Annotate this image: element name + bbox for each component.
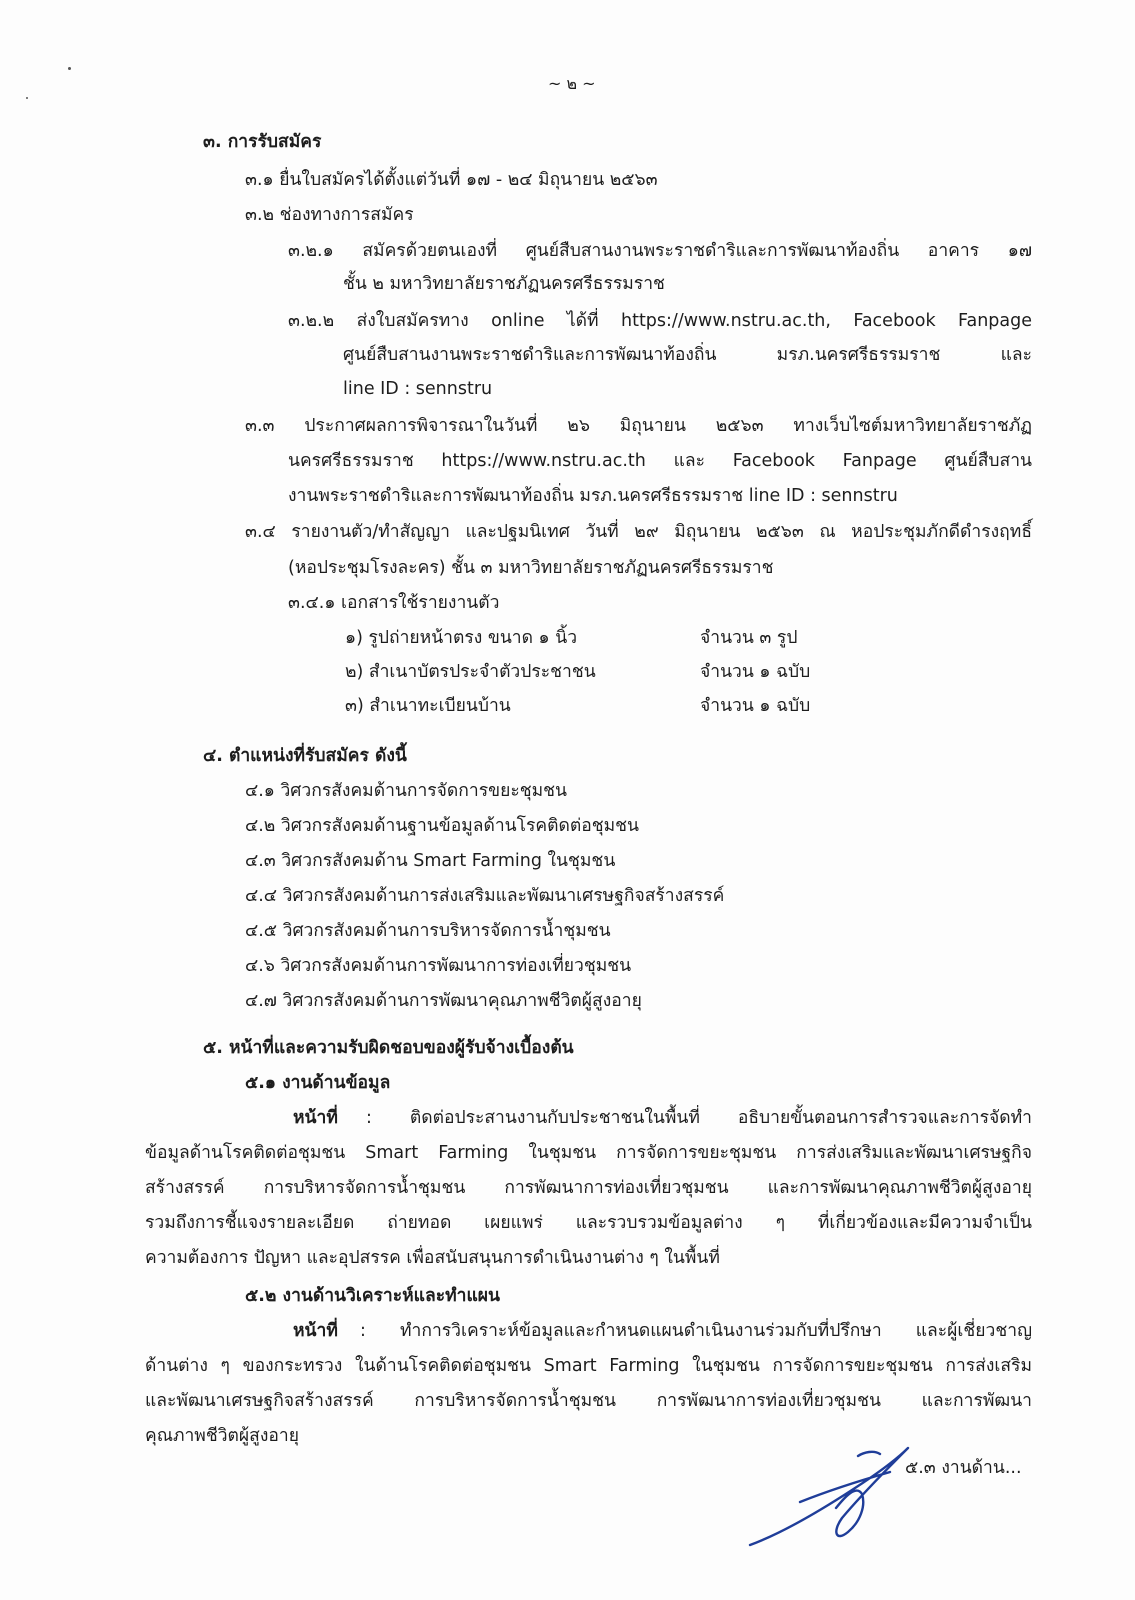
section-3-heading: ๓. การรับสมัคร xyxy=(203,132,322,152)
section-5-2-line-4: คุณภาพชีวิตผู้สูงอายุ xyxy=(145,1426,299,1446)
scan-speck xyxy=(68,67,71,70)
section-4-heading: ๔. ตำแหน่งที่รับสมัคร ดังนี้ xyxy=(203,746,407,766)
section-5-1-label: หน้าที่ xyxy=(293,1108,338,1128)
position-item: ๔.๕ วิศวกรสังคมด้านการบริหารจัดการน้ำชุมชน xyxy=(245,921,611,941)
scan-speck xyxy=(26,97,28,99)
position-item: ๔.๗ วิศวกรสังคมด้านการพัฒนาคุณภาพชีวิตผู้สูงอายุ xyxy=(245,991,642,1011)
doc-item: ๑) รูปถ่ายหน้าตรง ขนาด ๑ นิ้ว xyxy=(345,628,578,648)
item-3-2-2-line-3: line ID : sennstru xyxy=(343,379,493,399)
item-3-2: ๓.๒ ช่องทางการสมัคร xyxy=(245,205,414,225)
doc-item: ๓) สำเนาทะเบียนบ้าน xyxy=(345,696,511,716)
section-5-2-line-3: และพัฒนาเศรษฐกิจสร้างสรรค์ การบริหารจัดการน้ำชุมชน การพัฒนาการท่องเที่ยวชุมชน และการพัฒนา xyxy=(145,1391,1032,1411)
item-3-2-1-line-1: ๓.๒.๑ สมัครด้วยตนเองที่ ศูนย์สืบสานงานพระราชดำริและการพัฒนาท้องถิ่น อาคาร ๑๗ xyxy=(288,241,1032,261)
item-3-4-line-2: (หอประชุมโรงละคร) ชั้น ๓ มหาวิทยาลัยราชภัฏนครศรีธรรมราช xyxy=(288,558,774,578)
section-5-2-line-2: ด้านต่าง ๆ ของกระทรวง ในด้านโรคติดต่อชุมชน Smart Farming ในชุมชน การจัดการขยะชุมชน การส่งเสริม xyxy=(145,1356,1032,1376)
section-5-1-line-2: ข้อมูลด้านโรคติดต่อชุมชน Smart Farming ในชุมชน การจัดการขยะชุมชน การส่งเสริมและพัฒนาเศรษฐกิจ xyxy=(145,1143,1032,1163)
position-item: ๔.๖ วิศวกรสังคมด้านการพัฒนาการท่องเที่ยวชุมชน xyxy=(245,956,632,976)
section-5-1-title: ๕.๑ งานด้านข้อมูล xyxy=(245,1073,391,1093)
item-3-1: ๓.๑ ยื่นใบสมัครได้ตั้งแต่วันที่ ๑๗ - ๒๔ มิถุนายน ๒๕๖๓ xyxy=(245,170,658,190)
section-5-1-line-3: สร้างสรรค์ การบริหารจัดการน้ำชุมชน การพัฒนาการท่องเที่ยวชุมชน และการพัฒนาคุณภาพชีวิตผู้สูงอายุ xyxy=(145,1178,1032,1198)
continued-footer: ๕.๓ งานด้าน... xyxy=(905,1458,1022,1478)
position-item: ๔.๑ วิศวกรสังคมด้านการจัดการขยะชุมชน xyxy=(245,781,567,801)
section-5-2-title: ๕.๒ งานด้านวิเคราะห์และทำแผน xyxy=(245,1286,500,1306)
item-3-3-line-2: นครศรีธรรมราช https://www.nstru.ac.th และ Facebook Fanpage ศูนย์สืบสาน xyxy=(288,451,1032,471)
doc-qty: จำนวน ๑ ฉบับ xyxy=(700,662,811,682)
item-3-3-line-3: งานพระราชดำริและการพัฒนาท้องถิ่น มรภ.นครศรีธรรมราช line ID : sennstru xyxy=(288,486,898,506)
section-5-2-label: หน้าที่ xyxy=(293,1321,338,1341)
section-5-1-line-4: รวมถึงการชี้แจงรายละเอียด ถ่ายทอด เผยแพร่ และรวบรวมข้อมูลต่าง ๆ ที่เกี่ยวข้องและมีความจำเป็น xyxy=(145,1213,1032,1233)
position-item: ๔.๓ วิศวกรสังคมด้าน Smart Farming ในชุมชน xyxy=(245,851,616,871)
item-3-2-1-line-2: ชั้น ๒ มหาวิทยาลัยราชภัฏนครศรีธรรมราช xyxy=(343,274,665,294)
page-number: ~ ๒ ~ xyxy=(548,74,596,93)
position-item: ๔.๔ วิศวกรสังคมด้านการส่งเสริมและพัฒนาเศรษฐกิจสร้างสรรค์ xyxy=(245,886,725,906)
item-3-2-2-line-2: ศูนย์สืบสานงานพระราชดำริและการพัฒนาท้องถิ่น มรภ.นครศรีธรรมราช และ xyxy=(343,345,1032,365)
section-5-heading: ๕. หน้าที่และความรับผิดชอบของผู้รับจ้างเบื้องต้น xyxy=(203,1038,574,1058)
item-3-3-line-1: ๓.๓ ประกาศผลการพิจารณาในวันที่ ๒๖ มิถุนายน ๒๕๖๓ ทางเว็บไซต์มหาวิทยาลัยราชภัฏ xyxy=(245,416,1032,436)
section-5-1-line-1: : ติดต่อประสานงานกับประชาชนในพื้นที่ อธิบายขั้นตอนการสำรวจและการจัดทำ xyxy=(366,1108,1032,1128)
item-3-2-2-line-1: ๓.๒.๒ ส่งใบสมัครทาง online ได้ที่ https://www.nstru.ac.th, Facebook Fanpage xyxy=(288,311,1032,331)
section-5-2-line-1: : ทำการวิเคราะห์ข้อมูลและกำหนดแผนดำเนินงานร่วมกับที่ปรึกษา และผู้เชี่ยวชาญ xyxy=(360,1321,1032,1341)
item-3-4-line-1: ๓.๔ รายงานตัว/ทำสัญญา และปฐมนิเทศ วันที่ ๒๙ มิถุนายน ๒๕๖๓ ณ หอประชุมภักดีดำรงฤทธิ์ xyxy=(245,522,1032,542)
signature xyxy=(740,1442,960,1552)
section-5-1-line-5: ความต้องการ ปัญหา และอุปสรรค เพื่อสนับสนุนการดำเนินงานต่าง ๆ ในพื้นที่ xyxy=(145,1248,720,1268)
item-3-4-1: ๓.๔.๑ เอกสารใช้รายงานตัว xyxy=(288,593,500,613)
doc-qty: จำนวน ๑ ฉบับ xyxy=(700,696,811,716)
doc-qty: จำนวน ๓ รูป xyxy=(700,628,798,648)
position-item: ๔.๒ วิศวกรสังคมด้านฐานข้อมูลด้านโรคติดต่อชุมชน xyxy=(245,816,639,836)
doc-item: ๒) สำเนาบัตรประจำตัวประชาชน xyxy=(345,662,596,682)
